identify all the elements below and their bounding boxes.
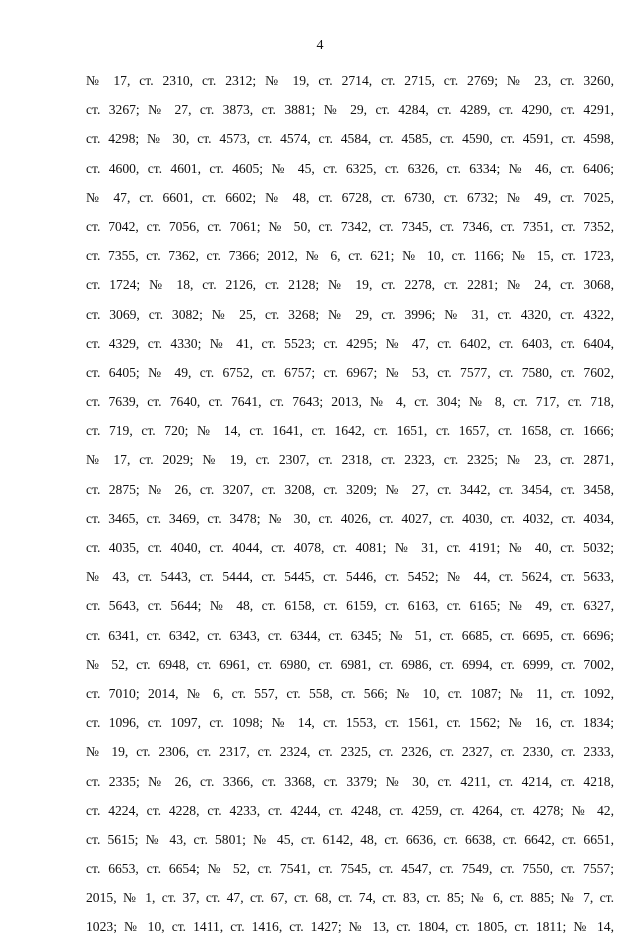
text-line: ст. 1096, ст. 1097, ст. 1098; № 14, ст. 1553, ст. 1561, ст. 1562; № 16, ст. 1834;: [86, 715, 614, 731]
text-line: ст. 3465, ст. 3469, ст. 3478; № 30, ст. 4026, ст. 4027, ст. 4030, ст. 4032, ст. 4034,: [86, 510, 614, 526]
text-line: ст. 6653, ст. 6654; № 52, ст. 7541, ст. 7545, ст. 4547, ст. 7549, ст. 7550, ст. 7557;: [86, 861, 614, 877]
text-line: 2015, № 1, ст. 37, ст. 47, ст. 67, ст. 68, ст. 74, ст. 83, ст. 85; № 6, ст. 885; № 7, ст.: [86, 890, 614, 906]
text-line: ст. 4298; № 30, ст. 4573, ст. 4574, ст. 4584, ст. 4585, ст. 4590, ст. 4591, ст. 4598,: [86, 131, 614, 147]
text-line: ст. 4224, ст. 4228, ст. 4233, ст. 4244, ст. 4248, ст. 4259, ст. 4264, ст. 4278; № 42,: [86, 802, 614, 818]
text-line: ст. 6405; № 49, ст. 6752, ст. 6757; ст. 6967; № 53, ст. 7577, ст. 7580, ст. 7602,: [86, 364, 614, 380]
text-line: № 43, ст. 5443, ст. 5444, ст. 5445, ст. 5446, ст. 5452; № 44, ст. 5624, ст. 5633,: [86, 569, 614, 585]
text-line: 1023; № 10, ст. 1411, ст. 1416, ст. 1427; № 13, ст. 1804, ст. 1805, ст. 1811; № 14,: [86, 919, 614, 935]
text-line: ст. 1724; № 18, ст. 2126, ст. 2128; № 19, ст. 2278, ст. 2281; № 24, ст. 3068,: [86, 277, 614, 293]
text-line: ст. 2335; № 26, ст. 3366, ст. 3368, ст. 3379; № 30, ст. 4211, ст. 4214, ст. 4218,: [86, 773, 614, 789]
text-line: № 19, ст. 2306, ст. 2317, ст. 2324, ст. 2325, ст. 2326, ст. 2327, ст. 2330, ст. 2333,: [86, 744, 614, 760]
text-line: ст. 3069, ст. 3082; № 25, ст. 3268; № 29, ст. 3996; № 31, ст. 4320, ст. 4322,: [86, 306, 614, 322]
text-line: ст. 4600, ст. 4601, ст. 4605; № 45, ст. 6325, ст. 6326, ст. 6334; № 46, ст. 6406;: [86, 160, 614, 176]
text-line: ст. 7010; 2014, № 6, ст. 557, ст. 558, ст. 566; № 10, ст. 1087; № 11, ст. 1092,: [86, 685, 614, 701]
body-text: [86, 66, 614, 942]
text-line: ст. 5615; № 43, ст. 5801; № 45, ст. 6142, 48, ст. 6636, ст. 6638, ст. 6642, ст. 6651,: [86, 831, 614, 847]
page-number: 4: [316, 38, 324, 53]
text-line: ст. 719, ст. 720; № 14, ст. 1641, ст. 1642, ст. 1651, ст. 1657, ст. 1658, ст. 1666;: [86, 423, 614, 439]
text-line: ст. 3267; № 27, ст. 3873, ст. 3881; № 29, ст. 4284, ст. 4289, ст. 4290, ст. 4291,: [86, 102, 614, 118]
text-line: ст. 7042, ст. 7056, ст. 7061; № 50, ст. 7342, ст. 7345, ст. 7346, ст. 7351, ст. 7352,: [86, 218, 614, 234]
text-line: № 17, ст. 2310, ст. 2312; № 19, ст. 2714, ст. 2715, ст. 2769; № 23, ст. 3260,: [86, 73, 614, 88]
text-line: ст. 7639, ст. 7640, ст. 7641, ст. 7643; 2013, № 4, ст. 304; № 8, ст. 717, ст. 718,: [86, 394, 614, 410]
text-line: ст. 6341, ст. 6342, ст. 6343, ст. 6344, ст. 6345; № 51, ст. 6685, ст. 6695, ст. 6696;: [86, 627, 614, 643]
text-line: № 47, ст. 6601, ст. 6602; № 48, ст. 6728, ст. 6730, ст. 6732; № 49, ст. 7025,: [86, 189, 614, 205]
text-line: ст. 4329, ст. 4330; № 41, ст. 5523; ст. 4295; № 47, ст. 6402, ст. 6403, ст. 6404,: [86, 335, 614, 351]
text-line: ст. 5643, ст. 5644; № 48, ст. 6158, ст. 6159, ст. 6163, ст. 6165; № 49, ст. 6327,: [86, 598, 614, 614]
text-line: ст. 4035, ст. 4040, ст. 4044, ст. 4078, ст. 4081; № 31, ст. 4191; № 40, ст. 5032;: [86, 540, 614, 555]
text-line: ст. 2875; № 26, ст. 3207, ст. 3208, ст. 3209; № 27, ст. 3442, ст. 3454, ст. 3458,: [86, 481, 614, 497]
text-line: № 52, ст. 6948, ст. 6961, ст. 6980, ст. 6981, ст. 6986, ст. 6994, ст. 6999, ст. 7002,: [86, 656, 614, 672]
text-line: № 17, ст. 2029; № 19, ст. 2307, ст. 2318, ст. 2323, ст. 2325; № 23, ст. 2871,: [86, 452, 614, 468]
text-line: ст. 7355, ст. 7362, ст. 7366; 2012, № 6, ст. 621; № 10, ст. 1166; № 15, ст. 1723,: [86, 248, 614, 264]
